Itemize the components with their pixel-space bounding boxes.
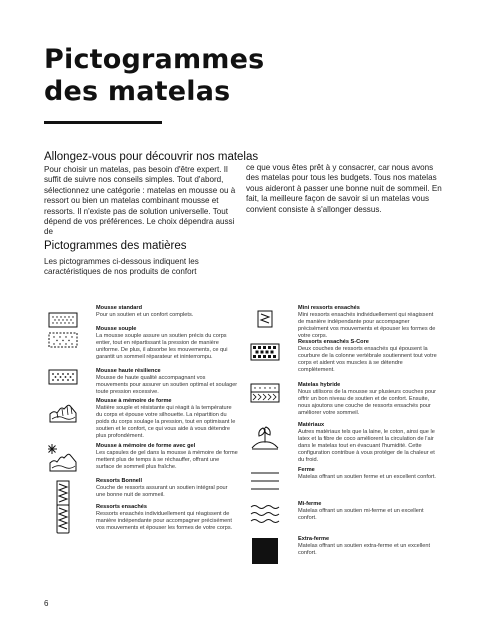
- mini-pocket-springs-icon: [250, 305, 280, 335]
- item-description: Matelas offrant un soutien mi-ferme et un excellent confort.: [298, 508, 424, 521]
- item-name: Mi-ferme: [298, 501, 322, 507]
- item-name: Mousse souple: [96, 326, 137, 332]
- item-description: Les capsules de gel dans la mousse à mémoire de forme mettent plus de temps à se réchauffer, offrant une surface de sommeil plus fraîche.: [96, 450, 238, 470]
- item-name: Mousse à mémoire de forme avec gel: [96, 443, 196, 449]
- natural-materials-icon: [250, 422, 280, 452]
- materials-description: Les pictogrammes ci-dessous indiquent les caractéristiques de nos produits de confort: [44, 257, 199, 277]
- s-core-springs-icon: [250, 339, 280, 369]
- item-description: Nous utilisons de la mousse sur plusieurs couches pour offrir un bon niveau de soutien et de confort. Ensuite, nous ajoutons une couche de ressorts ensachés pour améliorer votre sommeil.: [298, 389, 437, 416]
- materials-heading: Pictogrammes des matières: [44, 240, 187, 252]
- item-description: Pour un soutien et un confort complets.: [96, 312, 194, 318]
- high-resilience-foam-icon: [48, 368, 78, 398]
- page-number: 6: [44, 599, 49, 608]
- item-name: Mousse standard: [96, 305, 143, 311]
- intro-paragraph-right: ce que vous êtes prêt à y consacrer, car nous avons des matelas pour tous les budgets. Tous nos matelas vous aideront à passer une bonne nuit de sommeil. En fait, la meilleure façon de savoir si un matelas vous convient consiste à s'allonger dessus.: [246, 163, 442, 214]
- medium-firm-icon: [250, 501, 280, 531]
- item-name: Matériaux: [298, 422, 325, 428]
- item-description: Matelas offrant un soutien extra-ferme et un excellent confort.: [298, 543, 431, 556]
- item-description: Mousse de haute qualité accompagnant vos mouvements pour assurer un soutien optimal et soulager toute pression excessive.: [96, 375, 238, 395]
- item-name: Ressorts ensachés S-Core: [298, 339, 369, 345]
- item-description: Deux couches de ressorts ensachés qui épousent la courbure de la colonne vertébrale soutiennent tout votre corps et aident vos muscles à se détendre complètement.: [298, 346, 437, 373]
- item-description: Matelas offrant un soutien ferme et un excellent confort.: [298, 474, 436, 480]
- item-name: Ferme: [298, 467, 315, 473]
- item-description: Couche de ressorts assurant un soutien intégral pour une bonne nuit de sommeil.: [96, 485, 228, 498]
- memory-foam-icon: [48, 398, 78, 428]
- intro-heading: Allongez-vous pour découvrir nos matelas: [44, 151, 259, 163]
- firm-icon: [250, 467, 280, 497]
- item-description: Ressorts ensachés individuellement qui réagissent de manière indépendante pour accompagner précisément vos mouvements et épouser les formes de votre corps.: [96, 511, 233, 531]
- page-title-line2: des matelas: [44, 76, 231, 107]
- item-name: Mousse haute résilience: [96, 368, 161, 374]
- item-name: Extra-ferme: [298, 536, 330, 542]
- hybrid-mattress-icon: [250, 382, 280, 412]
- item-name: Ressorts Bonnell: [96, 478, 143, 484]
- page-title-line1: Pictogrammes: [44, 44, 265, 75]
- item-description: Autres matériaux tels que la laine, le coton, ainsi que le latex et la fibre de coco améliorent la circulation de l'air dans le matelas tout en évacuant l'humidité. Cette configuration contribue à vous protéger de la chaleur et du froid.: [298, 429, 435, 463]
- item-name: Ressorts ensachés: [96, 504, 147, 510]
- soft-foam-icon: [48, 326, 78, 356]
- page-title: [44, 44, 344, 108]
- gel-memory-foam-icon: [48, 443, 78, 473]
- extra-firm-icon: [250, 536, 280, 566]
- item-name: Matelas hybride: [298, 382, 341, 388]
- intro-paragraph-left: Pour choisir un matelas, pas besoin d'être expert. Il suffit de suivre nos conseils simples. Tout d'abord, sélectionnez une catégorie : matelas en mousse ou à ressort ou bien un matelas combinant mousse et ressorts. Il n'existe pas de solution universelle. Tout dépend de vos préférences. Le choix dépendra aussi de: [44, 165, 236, 237]
- item-description: Matière souple et résistante qui réagit à la température du corps et épouse votre silhouette. La répartition du poids du corps soulage la pression, tout en optimisant le soutien et le confort, ce qui vous aide à vous détendre plus profondément.: [96, 405, 236, 439]
- item-name: Mini ressorts ensachés: [298, 305, 360, 311]
- item-description: Mini ressorts ensachés individuellement qui réagissent de manière indépendante pour accompagner précisément vos mouvements et épouser les formes de votre corps.: [298, 312, 436, 339]
- item-description: La mousse souple assure un soutien précis du corps entier, tout en répartissant la pression de manière uniforme. De plus, il absorbe les mouvements, ce qui garantit un sommeil réparateur et ininterrompu.: [96, 333, 228, 360]
- title-underline: [44, 121, 162, 124]
- pocket-springs-icon: [48, 504, 78, 534]
- item-name: Mousse à mémoire de forme: [96, 398, 172, 404]
